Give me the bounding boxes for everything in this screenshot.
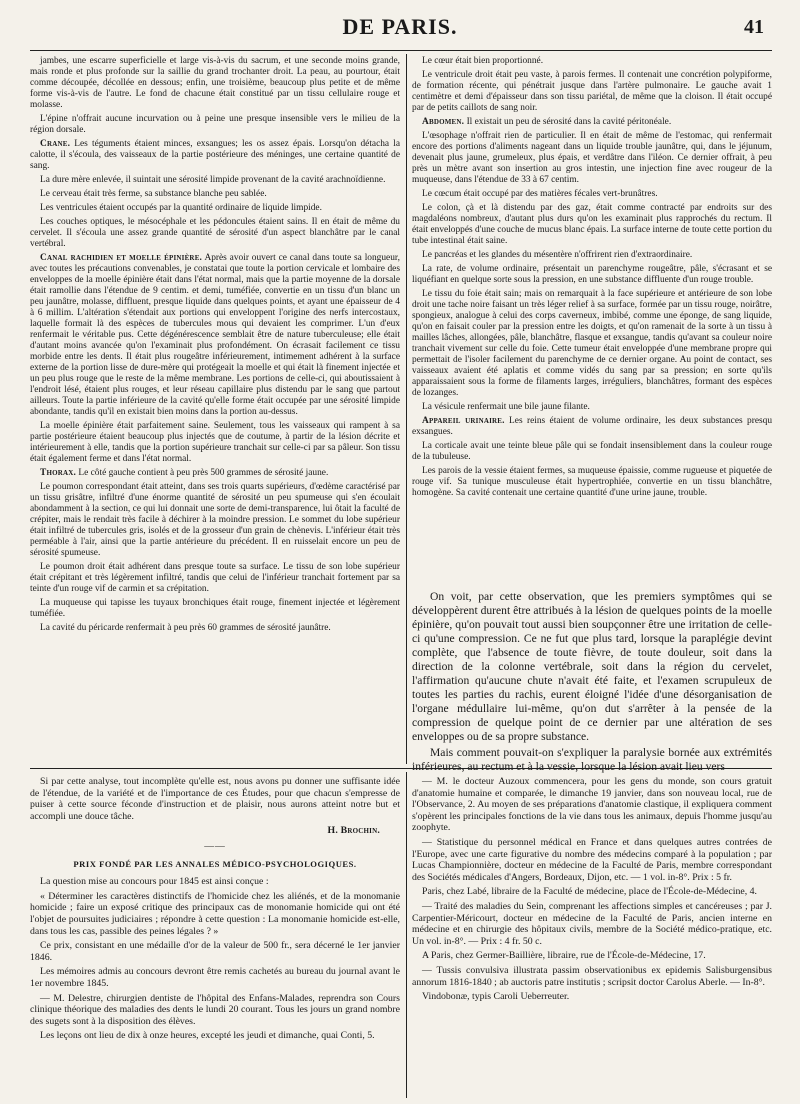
- prize-heading: PRIX FONDÉ PAR LES ANNALES MÉDICO-PSYCHOLOGIQUES.: [73, 858, 357, 869]
- section-heading: Crane.: [40, 139, 71, 149]
- paragraph-text: Après avoir ouvert ce canal dans toute sa longueur, avec toutes les précautions convenables, je constatai que toute la portion cervicale et lombaire des enveloppes de la moelle épinière était dans l'état normal, mais que la partie moyenne de la dorsale était ramollie dans l'étendue de 9 centim. et demi, tuméfiée, convertie en un tissu d'un blanc un peu jaunâtre, molasse, diffluent, presque liquide dans quelques points, et ayant une épaisseur de 4 à 6 millim. L'altération s'étendait aux portions qui enveloppent l'origine des nerfs intercostaux, laquelle formait là des espèces de tubercules mous qui devaient les comprimer. L'un d'eux renfermait le véritable pus. Cette dégénérescence semblait être de nature tuberculeuse; elle était d'autant moins avancée qu'on l'examinait plus profondément. On écrasait facilement ce tissu morbide entre les dents. Il était plus rougeâtre inférieurement, intimement adhérent à la surface externe de la portion lisse de dure-mère qui protégeait la moelle et qui était là finement injectée et un peu plus rouge que le reste de la même membrane. Les portions de celle-ci, qui aboutissaient à l'endroit lésé, étaient plus rouges, et leur réseau capillaire plus distendu par le sang que partout ailleurs. Toute la partie inférieure de la cavité qu'elle forme était occupée par une sérosité limpide abondante, tandis qu'il en existait bien moins dans la portion au-dessus.: [30, 253, 400, 417]
- paragraph-text: Le pancréas et les glandes du mésentère n'offrirent rien d'extraordinaire.: [422, 250, 693, 260]
- review-conclusion: Si par cette analyse, tout incomplète qu'elle est, nous avons pu donner une suffisante idée de l'étendue, de la variété et de l'importance de ces Études, pour que chacun s'empresse de puiser à cette source féconde d'instruction et de plaisir, nous aurons atteint notre but et accompli une douce tâche.: [30, 776, 400, 822]
- paragraph: [30, 562, 400, 595]
- paragraph: [412, 264, 772, 286]
- paragraph: [30, 56, 400, 111]
- paragraph-text: Il existait un peu de sérosité dans la cavité péritonéale.: [464, 117, 672, 127]
- paragraph: [30, 482, 400, 559]
- announcement-paragraph: Vindobonæ, typis Caroli Ueberreuter.: [422, 991, 570, 1003]
- notice-paragraph: — M. Delestre, chirurgien dentiste de l'hôpital des Enfans-Malades, reprendra son Cours clinique théorique des maladies des dents le lundi 20 courant. Tous les jours un grand nombre des sugets sont à la disposition des élèves.: [30, 992, 400, 1027]
- paragraph-text: La dure mère enlevée, il suintait une sérosité limpide provenant de la cavité arachnoïdienne.: [40, 175, 386, 185]
- paragraph: [412, 131, 772, 186]
- paragraph-text: Les ventricules étaient occupés par la quantité ordinaire de liquide limpide.: [40, 203, 322, 213]
- paragraph-text: Le cœcum était occupé par des matières fécales vert-brunâtres.: [422, 189, 658, 199]
- header-rule: [30, 50, 772, 51]
- bottom-left-column: [30, 776, 400, 1098]
- paragraph-text: Les parois de la vessie étaient fermes, sa muqueuse épaissie, comme rugueuse et piquetée de rouge vif. Sa tunique musculeuse était hypertrophiée, convertie en un tissu blanchâtre, homogène. Sa cavité contenait une certaine quantité d'une urine jaune, trouble.: [412, 466, 772, 498]
- paragraph: [412, 203, 772, 247]
- section-rule: [30, 768, 772, 769]
- author-signature: H. Brochin.: [327, 825, 380, 837]
- announcement-paragraph: A Paris, chez Germer-Baillière, libraire, rue de l'École-de-Médecine, 17.: [422, 950, 706, 962]
- paragraph-text: La vésicule renfermait une bile jaune filante.: [422, 402, 590, 412]
- paragraph: [412, 402, 772, 413]
- section-heading: Appareil urinaire.: [422, 416, 505, 426]
- paragraph: [412, 189, 772, 200]
- commentary-text: [412, 590, 772, 773]
- left-column: [30, 56, 400, 764]
- paragraph-text: Le poumon droit était adhérent dans presque toute sa surface. Le tissu de son lobe supérieur était crépitant et très légèrement infiltré, tandis que celui de l'inférieur tranchait fortement par sa teinte d'un rouge vif de carmin et sa crépitation.: [30, 562, 400, 594]
- page-number: 41: [744, 16, 764, 38]
- paragraph: [30, 114, 400, 136]
- paragraph: [412, 466, 772, 499]
- bottom-right-column: [412, 776, 772, 1098]
- section-heading: Thorax.: [40, 468, 77, 478]
- paragraph-text: Le ventricule droit était peu vaste, à parois fermes. Il contenait une concrétion polypiforme, de formation récente, qui pénétrait jusque dans l'artère pulmonaire. Le gauche avait 1 centimètre et demi d'épaisseur dans son tissu pariétal, de même que la cloison. Il était occupé par de petits caillots de sang noir.: [412, 70, 772, 113]
- paragraph-text: Le poumon correspondant était atteint, dans ses trois quarts supérieurs, d'œdème caractérisé par un tissu grisâtre, infiltré d'une énorme quantité de sérosité un peu spumeuse qui s'en écoulait abondamment à la section, ce qui lui donnait une sorte de demi-transparence, lui ôtait la faculté de crépiter, mais le rendait très facile à déchirer à la moindre pression. Le sommet du lobe supérieur était infiltré de tubercules gris, isolés et de la grosseur d'un grain de chènevis. L'inférieur était très perméable à l'air, ainsi que la partie antérieure du précédent. Il en ruisselait encore un peu de sérosité spumeuse.: [30, 482, 400, 558]
- paragraph-text: Les téguments étaient minces, exsangues; les os assez épais. Lorsqu'on détacha la calotte, il s'écoula, des vaisseaux de la partie postérieure des méninges, une certaine quantité de sang.: [30, 139, 400, 171]
- paragraph: [412, 70, 772, 114]
- paragraph: [30, 139, 400, 172]
- paragraph-text: Le colon, çà et là distendu par des gaz, était comme contracté par endroits sur des magdaléons nombreux, d'autant plus durs qu'on les examinait plus rapprochés du rectum. Il était enveloppés d'une couche de mucus blanc épais. La surface interne de toute cette portion du tube intestinal était saine.: [412, 203, 772, 246]
- paragraph: [412, 117, 772, 128]
- paragraph: [30, 253, 400, 418]
- notice-paragraph: La question mise au concours pour 1845 est ainsi conçue :: [40, 876, 269, 888]
- paragraph: [30, 421, 400, 465]
- paragraph-text: jambes, une escarre superficielle et large vis-à-vis du sacrum, et une seconde moins grande, mais ronde et plus profonde sur la saillie du grand trochanter droit. La peau, au pourtour, était comme découpée, décollée en dessous; enfin, une troisième, beaucoup plus petite et de même forme vis-à-vis de l'autre. Le fond de chacune était constitué par un tissu cellulaire rouge et molasse.: [30, 56, 400, 110]
- announcement-paragraph: — M. le docteur Auzoux commencera, pour les gens du monde, son cours gratuit d'anatomie humaine et comparée, le dimanche 19 janvier, dans son nouveau local, rue de l'Observance, 2. Au moyen de ses préparations d'anatomie clastique, il expliquera comment s'opèrent les principales fonctions de la vie dans tous les animaux, depuis l'homme jusqu'au zoophyte.: [412, 776, 772, 834]
- paragraph: [412, 416, 772, 438]
- paragraph: [30, 623, 400, 634]
- commentary-paragraph: Mais comment pouvait-on s'expliquer la paralysie bornée aux extrémités inférieures, au rectum et à la vessie, lorsque la lésion avait lieu vers: [412, 746, 772, 773]
- paragraph-text: Le cœur était bien proportionné.: [422, 56, 544, 66]
- paragraph: [30, 189, 400, 200]
- section-heading: Abdomen.: [422, 117, 465, 127]
- paragraph-text: La muqueuse qui tapisse les tuyaux bronchiques était rouge, finement injectée et légèrement tuméfiée.: [30, 598, 400, 619]
- commentary-paragraph: On voit, par cette observation, que les premiers symptômes qui se développèrent durent être attribués à la lésion de quelques points de la moelle épinière, qu'on pouvait tout aussi bien soupçonner être une irritation de celle-ci qu'une compression. Ce ne fut que plus tard, lorsque la paraplégie devint complète, que l'absence de toute fièvre, de toute douleur, soit dans la direction de la colonne vertébrale, soit dans la région du cervelet, l'affirmation qu'aucune chute n'avait été faite, et l'examen scrupuleux de toutes les parties du rachis, eurent éloigné l'idée d'une désorganisation de l'organe médullaire lui-même, qu'on dut s'arrêter à la pensée de la compression de quelque point de ce dernier par une altération de ses enveloppes ou de sa propre substance.: [412, 590, 772, 743]
- paragraph-text: Les couches optiques, le mésocéphale et les pédoncules étaient sains. Il en était de même du cervelet. Il s'écoula une assez grande quantité de sérosité d'un aspect blanchâtre par le canal vertébral.: [30, 217, 400, 249]
- announcement-paragraph: — Traité des maladies du Sein, comprenant les affections simples et cancéreuses ; par J. Carpentier-Méricourt, docteur en médecine de la Faculté de Paris, ancien interne en médecine et en chirurgie des hôpitaux civils, membre de la Société médico-pratique, etc. Un vol. in-8°. — Prix : 4 fr. 50 c.: [412, 900, 772, 947]
- paragraph-text: La cavité du péricarde renfermait à peu près 60 grammes de sérosité jaunâtre.: [40, 623, 331, 633]
- paragraph: [30, 468, 400, 479]
- paragraph-text: L'épine n'offrait aucune incurvation ou à peine une presque insensible vers le milieu de la région dorsale.: [30, 114, 400, 135]
- paragraph: [412, 289, 772, 399]
- paragraph: [30, 598, 400, 620]
- paragraph: [30, 203, 400, 214]
- paragraph-text: La moelle épinière était parfaitement saine. Seulement, tous les vaisseaux qui rampent à sa partie postérieure étaient beaucoup plus injectés que de coutume, à partir de la lésion décrite et intérieurement à elle, tandis que la portion supérieure tranchait sur celle-ci par sa pâleur. Son tissu était également ferme et dans l'état normal.: [30, 421, 400, 464]
- page-title: DE PARIS.: [342, 14, 458, 39]
- paragraph-text: Le côté gauche contient à peu près 500 grammes de sérosité jaune.: [76, 468, 329, 478]
- paragraph-text: Le cerveau était très ferme, sa substance blanche peu sablée.: [40, 189, 267, 199]
- notice-paragraph: Les mémoires admis au concours devront être remis cachetés au bureau du journal avant le 1er novembre 1845.: [30, 966, 400, 989]
- announcement-paragraph: Paris, chez Labé, libraire de la Faculté de médecine, place de l'École-de-Médecine, 4.: [422, 886, 757, 898]
- paragraph-text: L'œsophage n'offrait rien de particulier. Il en était de même de l'estomac, qui renfermait encore des portions d'aliments nageant dans un liquide trouble jaunâtre, qui, dans le jéjunum, devenait plus jaune, grumeleux, plus épais, et verdâtre dans l'iléon. Ce dernier offrait, à peu près un mètre avant son insertion au gros intestin, une injection fine avec rougeur de la muqueuse, dans l'étendue de 33 à 67 centim.: [412, 131, 772, 185]
- announcement-paragraph: — Tussis convulsiva illustrata passim observationibus ex epidemis Salisburgensibus annorum 1816-1840 ; ab auctoris patre institutis ; scripsit doctor Carolus Aberle. — In-8°.: [412, 964, 772, 988]
- paragraph: [30, 175, 400, 186]
- paragraph: [412, 250, 772, 261]
- paragraph-text: La corticale avait une teinte bleue pâle qui se fondait insensiblement dans la couleur rouge de la tubuleuse.: [412, 441, 772, 462]
- paragraph: [30, 217, 400, 250]
- paragraph-text: La rate, de volume ordinaire, présentait un parenchyme rougeâtre, pâle, s'écrasant et se liquéfiant en quelque sorte sous la pression, en une substance diffluente d'un rouge trouble.: [412, 264, 772, 285]
- column-divider-top: [406, 54, 407, 764]
- paragraph: [412, 441, 772, 463]
- notice-paragraph: « Déterminer les caractères distinctifs de l'homicide chez les aliénés, et de la monomanie homicide ; faire un exposé critique des principaux cas de monomanie homicide qui ont été l'objet de poursuites judiciaires ; répondre à cette question : La monomanie homicide est-elle, dans tous les cas, passible des peines légales ? »: [30, 890, 400, 937]
- column-divider-bottom: [406, 772, 407, 1098]
- page-header: [0, 14, 800, 44]
- paragraph: [412, 56, 772, 67]
- notice-paragraph: Les leçons ont lieu de dix à onze heures, excepté les jeudi et dimanche, quai Conti, 5.: [40, 1030, 375, 1042]
- section-heading: Canal rachidien et moelle épinière.: [40, 253, 203, 263]
- separator-dash: ——: [204, 840, 226, 852]
- announcement-paragraph: — Statistique du personnel médical en France et dans quelques autres contrées de l'Europe, avec une carte figurative du nombre des médecins comparé à la population ; par Lucas Championnière, docteur en médecine de la Faculté de Paris, membre correspondant des Sociétés médicales d'Angers, Bordeaux, Dijon, etc. — 1 vol. in-8°. Prix : 5 fr.: [412, 836, 772, 883]
- paragraph-text: Le tissu du foie était sain; mais on remarquait à la face supérieure et antérieure de son lobe droit une tache noire faisant un très léger relief à sa surface, formée par un tissu rouge, noirâtre, spongieux, analogue à celui des corps caverneux, imbibé, comme une éponge, de sang liquide, qu'on en faisait couler par la pression entre les doigts, et qu'on ramenait de la sorte à un tissu à mailles lâches, allongées, pâle, blanchâtre, flasque et exsangue, tandis qu'avant sa couleur noire tranchait vivement sur celle du foie. Cette tumeur était enveloppée d'une membrane propre qui permettait de l'isoler facilement du parenchyme de ce dernier organe. Au point de contact, ses vaisseaux avaient été aplatis et comme vidés du sang par sa pression; en sorte qu'ils apparaissaient sous la forme de filaments larges, irréguliers, blanchâtres, formant des espèces de lozanges.: [412, 289, 772, 398]
- notice-paragraph: Ce prix, consistant en une médaille d'or de la valeur de 500 fr., sera décerné le 1er janvier 1846.: [30, 940, 400, 963]
- paragraph-text: Les reins étaient de volume ordinaire, les deux substances presqu exsangues.: [412, 416, 773, 437]
- right-column: [412, 56, 772, 584]
